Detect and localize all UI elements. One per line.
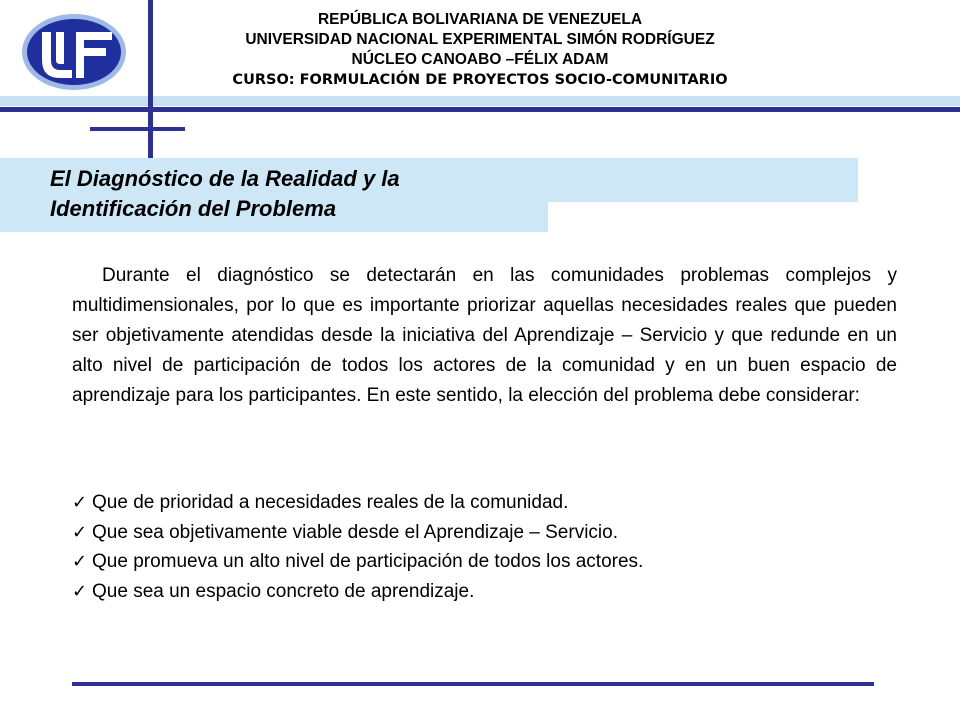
list-item [72,488,897,518]
list-item-text: Que sea un espacio concreto de aprendizaje. [92,580,475,602]
list-item [72,547,897,577]
list-item [72,577,897,607]
unesr-logo-icon [20,12,128,92]
slide-title-line2: Identificación del Problema [50,196,337,221]
short-rule [90,127,185,131]
institution-header [160,10,800,90]
header-line-republic: REPÚBLICA BOLIVARIANA DE VENEZUELA [317,11,643,28]
criteria-checklist [72,488,897,606]
body-paragraph: Durante el diagnóstico se detectarán en las comunidades problemas complejos y multidimensionales, por lo que es importante priorizar aquellas necesidades reales que pueden ser objetivamente atendidas desde la iniciativa del Aprendizaje – Servicio y que redunde en un alto nivel de participación de todos los actores de la comunidad y en un buen espacio de aprendizaje para los participantes. En este sentido, la elección del problema debe considerar: [72,265,897,406]
header-line-campus: NÚCLEO CANOABO –FÉLIX ADAM [351,51,609,68]
vertical-rule [148,0,153,160]
list-item-text: Que de prioridad a necesidades reales de la comunidad. [92,492,569,513]
slide-title-line1: El Diagnóstico de la Realidad y la [50,166,400,191]
university-logo [20,12,128,92]
footer-rule [72,682,874,686]
list-item [72,518,897,548]
header-band-light [0,96,960,106]
header-band-dark [0,107,960,112]
body-content [72,261,897,411]
header-line-course: CURSO: FORMULACIÓN DE PROYECTOS SOCIO-COMUNITARIO [232,72,728,88]
checkmark-icon: ✓ [72,492,88,512]
checkmark-icon: ✓ [72,580,88,601]
checkmark-icon: ✓ [72,551,88,571]
checkmark-icon: ✓ [72,521,88,542]
list-item-text: Que promueva un alto nivel de participación de todos los actores. [92,551,644,572]
header-line-university: UNIVERSIDAD NACIONAL EXPERIMENTAL SIMÓN RODRÍGUEZ [245,31,715,48]
slide-title [50,164,400,224]
list-item-text: Que sea objetivamente viable desde el Aprendizaje – Servicio. [92,521,618,543]
